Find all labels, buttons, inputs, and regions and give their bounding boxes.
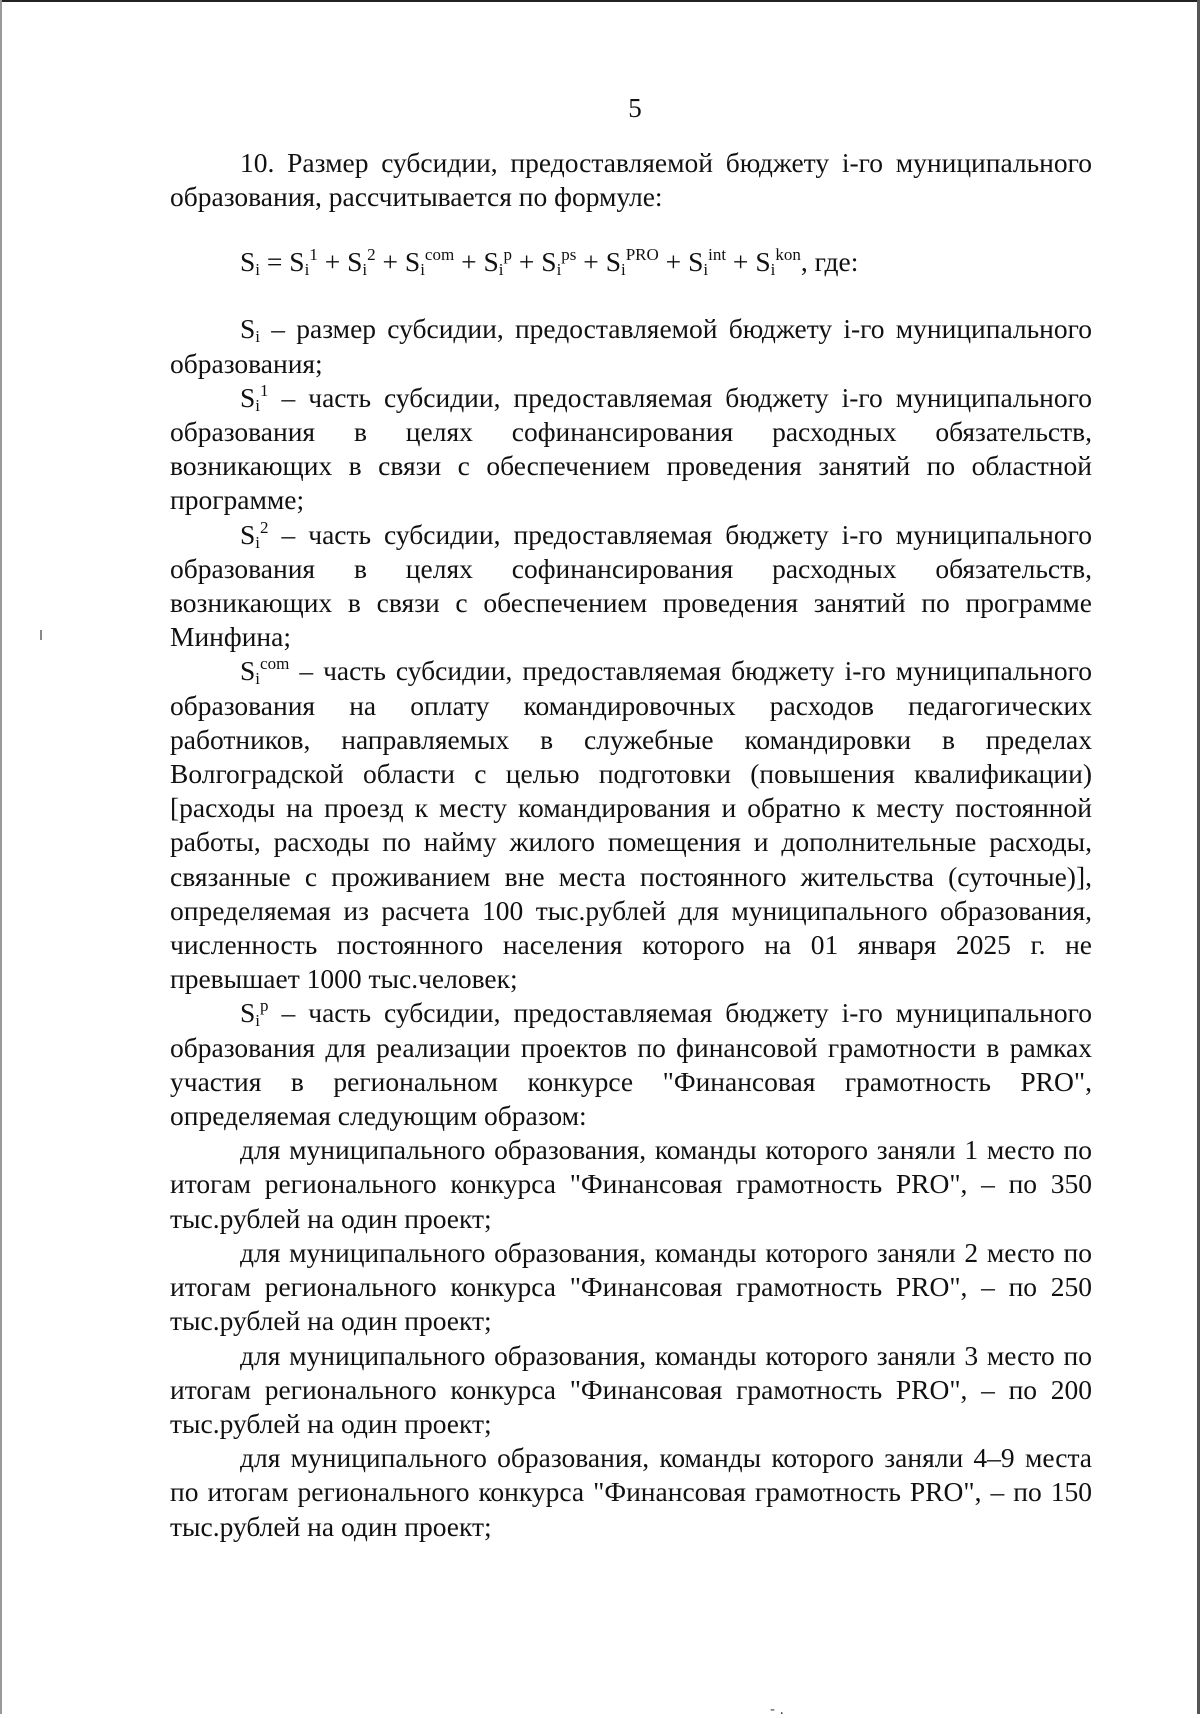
formula-equals: =	[260, 246, 290, 278]
symbol-sup: 1	[260, 380, 269, 400]
formula-term-sub: i	[620, 260, 626, 280]
formula-terms	[289, 245, 801, 280]
definition-sicom-text: – часть субсидии, предоставляемая бюджету i-го муниципального образования на оплату командировочных расходов педагогических работников, направляемых в служебные командировки в пределах Волгоградской области с целью подготовки (повышения квалификации) [расходы на проезд к месту командирования и обратно к месту постоянной работы, расходы по найму жилого помещения и дополнительные расходы, связанные с проживанием вне места постоянного жительства (суточные)], определяемая из расчета 100 тыс.рублей для муниципального образования, численность постоянного населения которого на 01 января 2025 г. не превышает 1000 тыс.человек;	[170, 655, 1092, 995]
symbol-sup: 2	[260, 517, 269, 537]
formula-term-sup: p	[503, 245, 512, 265]
formula-term-base: S	[347, 246, 363, 278]
formula-term-base: S	[289, 246, 305, 278]
symbol-base: S	[240, 997, 256, 1029]
formula-plus: +	[512, 246, 542, 278]
formula-where: , где:	[800, 246, 859, 278]
document-page	[170, 88, 1092, 1544]
formula-plus: +	[317, 246, 348, 278]
place-3-paragraph: для муниципального образования, команды которого заняли 3 место по итогам регионального конкурса "Финансовая грамотность PRO", – по 200 тыс.рублей на один проект;	[170, 1339, 1092, 1439]
formula-term-sup: int	[708, 245, 727, 265]
scan-bottom-mark: - .	[770, 1702, 784, 1718]
formula-term	[289, 245, 318, 280]
formula-term-base: S	[483, 246, 499, 278]
formula-term	[404, 245, 455, 280]
formula-term	[605, 245, 659, 280]
formula-term	[347, 245, 376, 280]
formula-plus: +	[726, 246, 756, 278]
symbol-base: S	[240, 381, 256, 413]
subsidy-formula	[170, 244, 1092, 280]
formula-lhs	[240, 246, 261, 280]
symbol-sup: com	[260, 654, 290, 674]
scan-edge-left	[0, 0, 2, 1714]
definition-si1-symbol	[240, 382, 269, 413]
definition-si1-text: – часть субсидии, предоставляемая бюджету i-го муниципального образования в целях софинансирования расходных обязательств, возникающих в связи с обеспечением проведения занятий по областной программе;	[170, 381, 1092, 516]
symbol-sub: i	[255, 1011, 261, 1031]
formula-term-sub: i	[420, 260, 425, 280]
symbol-sup: p	[260, 996, 269, 1016]
symbol-sub: i	[255, 532, 261, 552]
formula-term-sub: i	[703, 260, 709, 280]
formula-term-sub: i	[770, 260, 776, 280]
formula-term-base: S	[755, 246, 771, 278]
formula-term-sup: PRO	[625, 245, 659, 265]
definition-si2-symbol	[240, 519, 269, 550]
formula-term-sub: i	[498, 260, 504, 280]
symbol-sub: i	[255, 669, 261, 689]
formula-term-sup: com	[424, 245, 455, 265]
symbol-base: S	[240, 313, 256, 345]
formula-plus: +	[454, 246, 484, 278]
symbol-base: S	[240, 655, 256, 687]
formula-term-sup: ps	[561, 245, 577, 265]
place-4-9-paragraph: для муниципального образования, команды которого заняли 4–9 места по итогам регионального конкурса "Финансовая грамотность PRO", – по 150 тыс.рублей на один проект;	[170, 1442, 1092, 1542]
definition-sip-text: – часть субсидии, предоставляемая бюджету i-го муниципального образования для реализации проектов по финансовой грамотности в рамках участия в региональном конкурсе "Финансовая грамотность PRO", определяемая следующим образом:	[170, 997, 1092, 1132]
formula-term	[755, 245, 801, 280]
formula-plus: +	[375, 246, 405, 278]
definition-si-text: – размер субсидии, предоставляемой бюджету i-го муниципального образования;	[170, 313, 1092, 379]
definition-si-symbol	[240, 313, 261, 347]
formula-lhs-sub: i	[255, 260, 261, 280]
definition-si2-text: – часть субсидии, предоставляемая бюджету i-го муниципального образования в целях софинансирования расходных обязательств, возникающих в связи с обеспечением проведения занятий по программе Минфина;	[170, 518, 1092, 653]
definition-si1	[170, 381, 1092, 518]
definition-sip	[170, 996, 1092, 1133]
formula-term-sub: i	[362, 260, 368, 280]
definition-si2	[170, 518, 1092, 655]
definition-sip-symbol	[240, 996, 269, 1031]
formula-term-sup: kon	[775, 245, 801, 265]
symbol-sub: i	[255, 327, 261, 347]
formula-plus: +	[658, 246, 689, 278]
page-number: 5	[628, 93, 642, 123]
scan-artifact-mark	[40, 630, 42, 640]
place-2-paragraph: для муниципального образования, команды которого заняли 2 место по итогам регионального конкурса "Финансовая грамотность PRO", – по 250 тыс.рублей на один проект;	[170, 1236, 1092, 1337]
formula-term	[688, 245, 727, 280]
formula-term-base: S	[688, 246, 704, 278]
formula-term	[541, 245, 577, 280]
formula-term-sub: i	[556, 260, 562, 280]
symbol-sub: i	[255, 395, 261, 415]
formula-term-sup: 1	[309, 245, 318, 265]
symbol-base: S	[240, 518, 256, 550]
intro-paragraph: 10. Размер субсидии, предоставляемой бюджету i-го муниципального образования, рассчитывается по формуле:	[170, 147, 1092, 213]
formula-term-sub: i	[304, 260, 310, 280]
formula-term-base: S	[404, 246, 421, 278]
scan-edge-top	[0, 0, 1200, 2]
definition-sicom-symbol	[240, 654, 290, 689]
formula-term-base: S	[605, 246, 621, 278]
definition-si	[170, 312, 1092, 380]
definition-sicom	[170, 654, 1092, 996]
place-1-paragraph: для муниципального образования, команды которого заняли 1 место по итогам регионального конкурса "Финансовая грамотность PRO", – по 350 тыс.рублей на один проект;	[170, 1134, 1092, 1234]
formula-term-base: S	[541, 246, 557, 278]
formula-plus: +	[576, 246, 606, 278]
formula-term	[483, 245, 512, 280]
formula-term-sup: 2	[367, 245, 376, 265]
formula-lhs-base: S	[240, 246, 256, 278]
